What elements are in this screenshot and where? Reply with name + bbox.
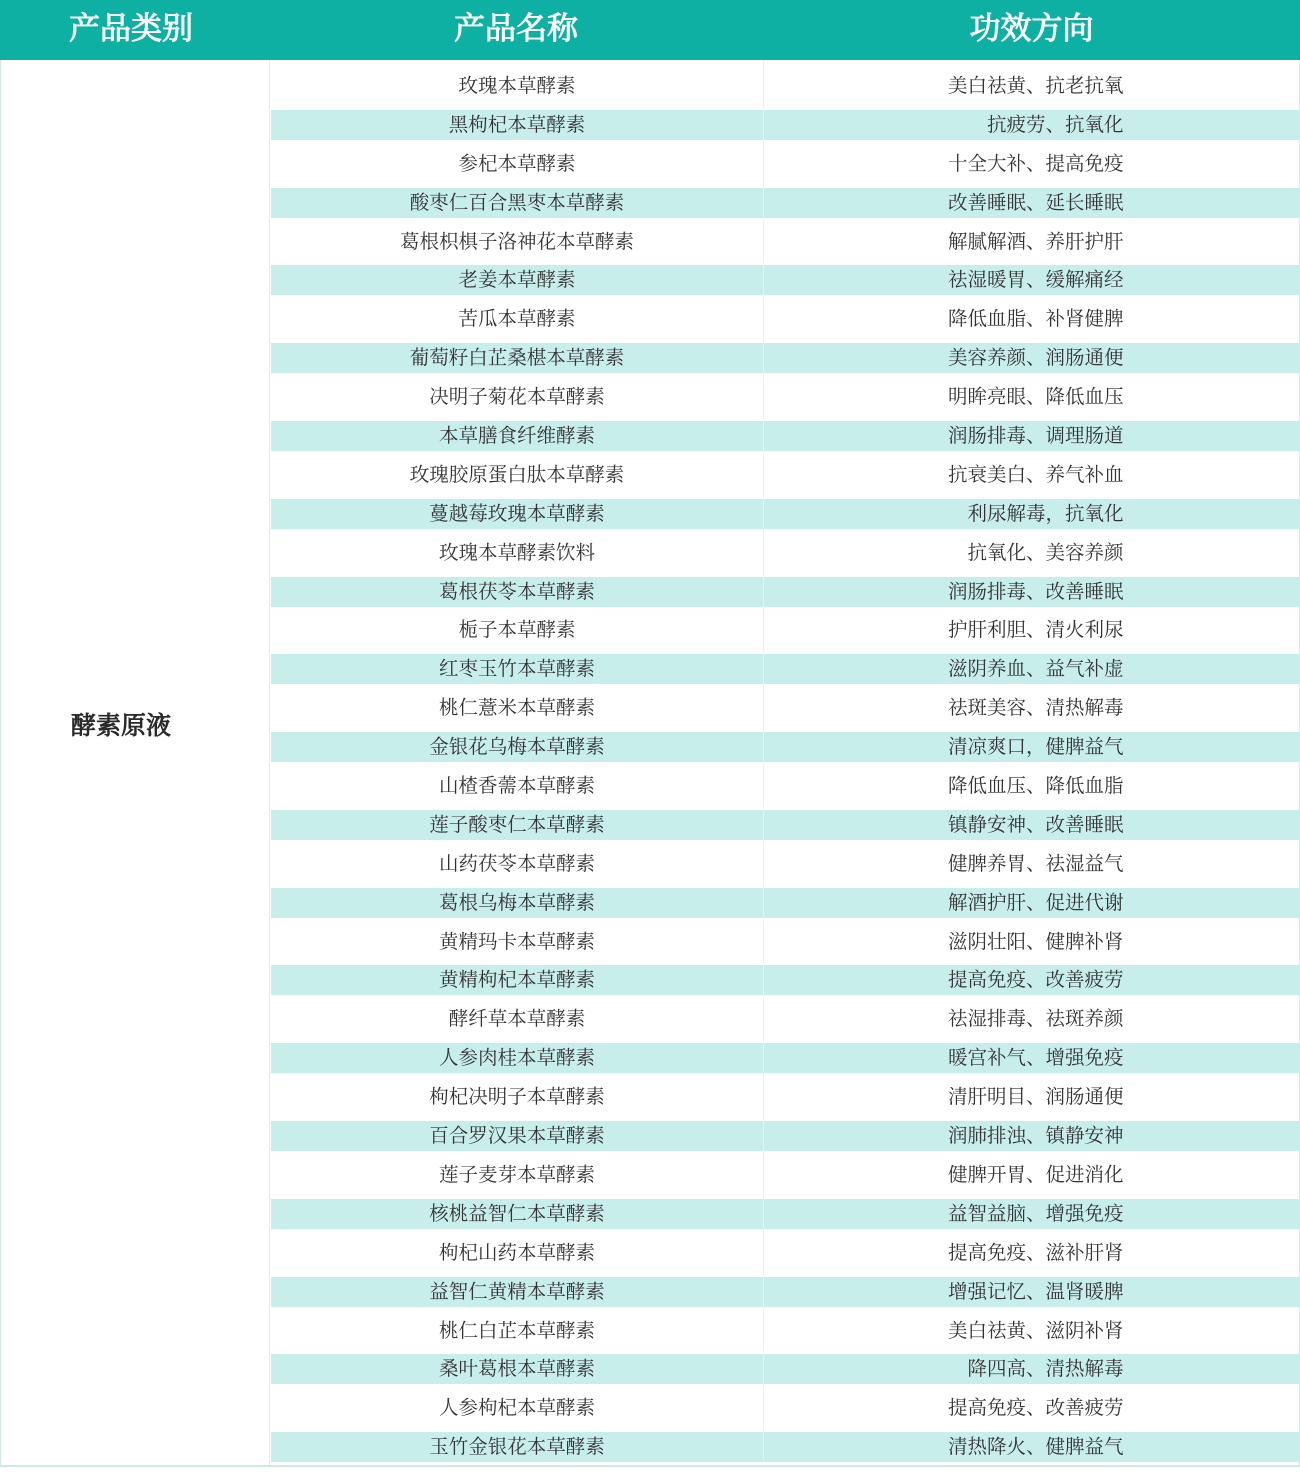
effect-text: 抗氧化、美容养颜 <box>967 540 1124 564</box>
table-row <box>271 177 1300 216</box>
effect-text: 美白祛黄、滋阴补肾 <box>947 1318 1124 1342</box>
effect-text: 滋阴养血、益气补虚 <box>947 657 1124 681</box>
table-header <box>0 0 1300 60</box>
effect-text: 祛斑美容、清热解毒 <box>947 696 1124 720</box>
product-name-cell: 桑叶葛根本草酵素 <box>438 1357 595 1381</box>
table-row <box>271 916 1300 955</box>
effect-cell <box>764 1317 1300 1345</box>
effect-text: 滋阴壮阳、健脾补肾 <box>947 929 1124 953</box>
product-name-cell: 莲子酸枣仁本草酵素 <box>429 812 605 836</box>
effect-cell <box>764 578 1300 606</box>
table-row <box>271 1110 1300 1149</box>
table-row <box>271 99 1300 138</box>
table-row <box>271 293 1300 332</box>
product-name-cell: 山楂香薷本草酵素 <box>438 774 595 798</box>
product-name-cell: 酸枣仁百合黑枣本草酵素 <box>409 190 625 214</box>
effect-text: 清肝明目、润肠通便 <box>947 1085 1124 1109</box>
effect-cell <box>764 966 1300 994</box>
table-row <box>271 1227 1300 1266</box>
effect-cell <box>764 1200 1300 1228</box>
effect-text: 利尿解毒，抗氧化 <box>967 501 1124 525</box>
effect-cell <box>764 1355 1300 1383</box>
effect-text: 润肠排毒、改善睡眠 <box>947 579 1124 603</box>
effect-text: 美白祛黄、抗老抗氧 <box>947 74 1124 97</box>
table-row <box>271 877 1300 916</box>
effect-cell <box>764 72 1300 100</box>
product-name-cell: 决明子菊花本草酵素 <box>429 385 605 409</box>
effect-cell <box>764 228 1300 256</box>
product-name-cell: 黑枸杞本草酵素 <box>448 112 586 136</box>
effect-text: 健脾开胃、促进消化 <box>947 1162 1124 1186</box>
effect-text: 明眸亮眼、降低血压 <box>947 385 1124 409</box>
effect-cell <box>764 266 1300 294</box>
effect-text: 抗衰美白、养气补血 <box>947 462 1124 486</box>
effect-text: 镇静安神、改善睡眠 <box>947 812 1124 836</box>
product-name-cell: 枸杞决明子本草酵素 <box>429 1085 605 1109</box>
effect-cell <box>764 111 1300 139</box>
effect-cell <box>764 344 1300 372</box>
product-name-cell: 黄精枸杞本草酵素 <box>438 968 595 992</box>
table-row <box>271 682 1300 721</box>
table-row <box>271 1266 1300 1305</box>
effect-cell <box>764 305 1300 333</box>
product-name-cell: 桃仁薏米本草酵素 <box>438 696 595 720</box>
product-name-cell: 莲子麦芽本草酵素 <box>438 1162 595 1186</box>
effect-cell <box>764 928 1300 956</box>
product-name-cell: 山药茯苓本草酵素 <box>438 851 595 875</box>
product-name-cell: 益智仁黄精本草酵素 <box>429 1279 605 1303</box>
effect-cell <box>764 811 1300 839</box>
effect-cell <box>764 1161 1300 1189</box>
table-row <box>271 604 1300 643</box>
effect-text: 暖宫补气、增强免疫 <box>947 1046 1124 1070</box>
product-name-cell: 玉竹金银花本草酵素 <box>429 1435 605 1459</box>
effect-text: 提高免疫、改善疲劳 <box>947 1396 1124 1420</box>
product-name-cell: 核桃益智仁本草酵素 <box>429 1201 605 1225</box>
table-row <box>271 1421 1300 1460</box>
table-row <box>271 410 1300 449</box>
table-row <box>271 566 1300 605</box>
effect-cell <box>764 150 1300 178</box>
table-row <box>271 799 1300 838</box>
product-name-cell: 人参肉桂本草酵素 <box>438 1046 595 1070</box>
effect-text: 健脾养胃、祛湿益气 <box>947 851 1124 875</box>
effect-cell <box>764 422 1300 450</box>
product-name-cell: 黄精玛卡本草酵素 <box>438 929 595 953</box>
table-row <box>271 449 1300 488</box>
table-rows <box>271 60 1300 1460</box>
effect-text: 改善睡眠、延长睡眠 <box>947 190 1124 214</box>
effect-text: 清凉爽口，健脾益气 <box>947 735 1124 759</box>
table-row <box>271 1305 1300 1344</box>
effect-text: 提高免疫、滋补肝肾 <box>947 1240 1124 1264</box>
effect-cell <box>764 461 1300 489</box>
effect-text: 解酒护肝、促进代谢 <box>947 890 1124 914</box>
product-name-cell: 葡萄籽白芷桑椹本草酵素 <box>409 346 625 370</box>
effect-text: 美容养颜、润肠通便 <box>947 346 1124 370</box>
table-row <box>271 527 1300 566</box>
effect-text: 润肠排毒、调理肠道 <box>947 424 1124 448</box>
effect-cell <box>764 1239 1300 1267</box>
product-name-cell: 蔓越莓玫瑰本草酵素 <box>429 501 605 525</box>
product-name-cell: 苦瓜本草酵素 <box>458 307 576 331</box>
product-name-cell: 红枣玉竹本草酵素 <box>438 657 595 681</box>
effect-cell <box>764 1433 1300 1461</box>
effect-cell <box>764 850 1300 878</box>
effect-cell <box>764 500 1300 528</box>
product-name-cell: 玫瑰胶原蛋白肽本草酵素 <box>409 462 625 486</box>
header-effect: 功效方向 <box>969 11 1094 47</box>
effect-cell <box>764 655 1300 683</box>
product-name-cell: 老姜本草酵素 <box>458 268 576 292</box>
effect-text: 益智益脑、增强免疫 <box>947 1201 1124 1225</box>
effect-text: 十全大补、提高免疫 <box>947 151 1124 175</box>
effect-cell <box>764 616 1300 644</box>
table-row <box>271 1071 1300 1110</box>
table-row <box>271 1188 1300 1227</box>
effect-text: 护肝利胆、清火利尿 <box>947 618 1124 642</box>
table-row <box>271 1149 1300 1188</box>
table-row <box>271 1382 1300 1421</box>
effect-cell <box>764 1278 1300 1306</box>
effect-cell <box>764 383 1300 411</box>
effect-text: 降低血脂、补肾健脾 <box>947 307 1124 331</box>
table-row <box>271 138 1300 177</box>
effect-text: 降低血压、降低血脂 <box>947 774 1124 798</box>
product-name-cell: 参杞本草酵素 <box>458 151 576 175</box>
effect-cell <box>764 1083 1300 1111</box>
effect-text: 解腻解酒、养肝护肝 <box>947 229 1124 253</box>
product-name-cell: 玫瑰本草酵素饮料 <box>438 540 595 564</box>
product-name-cell: 桃仁白芷本草酵素 <box>438 1318 595 1342</box>
effect-text: 增强记忆、温肾暖脾 <box>947 1279 1124 1303</box>
effect-text: 祛湿暖胃、缓解痛经 <box>947 268 1124 292</box>
table-row <box>271 371 1300 410</box>
table-body <box>0 60 1300 1467</box>
table-row <box>271 332 1300 371</box>
table-row <box>271 60 1300 99</box>
table-row <box>271 993 1300 1032</box>
effect-text: 抗疲劳、抗氧化 <box>986 112 1124 136</box>
effect-text: 祛湿排毒、祛斑养颜 <box>947 1007 1124 1031</box>
table-row <box>271 954 1300 993</box>
table-row <box>271 838 1300 877</box>
table-row <box>271 216 1300 255</box>
header-product-name: 产品名称 <box>454 11 578 47</box>
effect-text: 润肺排浊、镇静安神 <box>947 1124 1124 1148</box>
product-name-cell: 玫瑰本草酵素 <box>458 74 576 97</box>
category-label: 酵素原液 <box>70 711 171 740</box>
product-name-cell: 酵纤草本草酵素 <box>448 1007 586 1031</box>
table-row <box>271 488 1300 527</box>
product-name-cell: 枸杞山药本草酵素 <box>438 1240 595 1264</box>
effect-cell <box>764 1394 1300 1422</box>
category-cell <box>1 60 270 1465</box>
effect-text: 降四高、清热解毒 <box>967 1357 1124 1381</box>
effect-text: 提高免疫、改善疲劳 <box>947 968 1124 992</box>
product-name-cell: 本草膳食纤维酵素 <box>438 424 595 448</box>
header-category: 产品类别 <box>69 11 193 47</box>
product-name-cell: 葛根乌梅本草酵素 <box>438 890 595 914</box>
effect-cell <box>764 772 1300 800</box>
product-name-cell: 金银花乌梅本草酵素 <box>429 735 605 759</box>
effect-cell <box>764 694 1300 722</box>
table-row <box>271 643 1300 682</box>
table-row <box>271 760 1300 799</box>
product-name-cell: 葛根茯苓本草酵素 <box>438 579 595 603</box>
effect-cell <box>764 189 1300 217</box>
effect-cell <box>764 733 1300 761</box>
product-name-cell: 百合罗汉果本草酵素 <box>429 1124 605 1148</box>
table-row <box>271 1343 1300 1382</box>
product-name-cell: 人参枸杞本草酵素 <box>438 1396 595 1420</box>
effect-text: 清热降火、健脾益气 <box>947 1435 1124 1459</box>
table-row <box>271 1032 1300 1071</box>
product-name-cell: 葛根枳椇子洛神花本草酵素 <box>399 229 634 253</box>
table-row <box>271 721 1300 760</box>
product-name-cell: 栀子本草酵素 <box>458 618 576 642</box>
effect-cell <box>764 889 1300 917</box>
effect-cell <box>764 1044 1300 1072</box>
table-row <box>271 254 1300 293</box>
effect-cell <box>764 539 1300 567</box>
effect-cell <box>764 1005 1300 1033</box>
effect-cell <box>764 1122 1300 1150</box>
